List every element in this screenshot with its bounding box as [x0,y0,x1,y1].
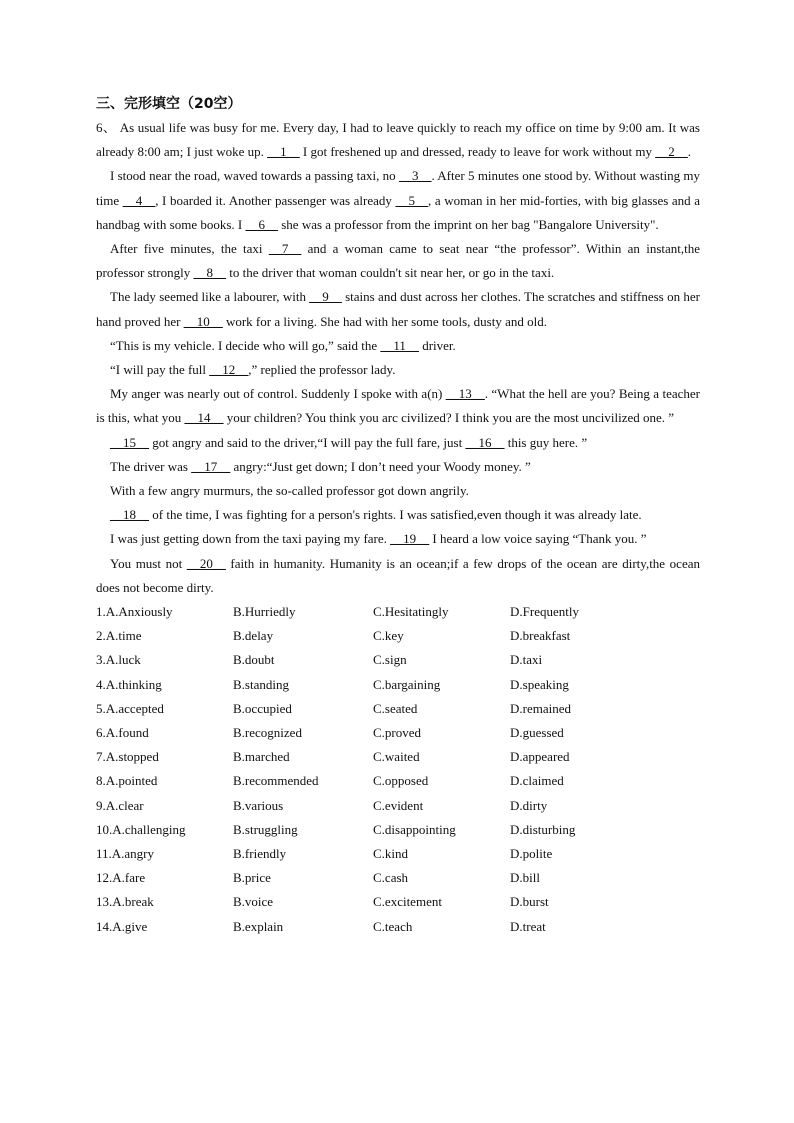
option-9-a: 9.A.clear [96,797,144,813]
passage-text: this guy here. ” [504,434,588,450]
passage-text: . After 5 minutes one stood by. Without wasting my time [96,168,701,208]
passage-text: got angry and said to the driver,“I will pay the full fare, just [149,434,466,450]
option-5-a: 5.A.accepted [96,700,164,716]
option-12-b: B.price [233,870,271,886]
paragraph-p12 [96,527,700,551]
option-7-a: 7.A.stopped [96,749,159,765]
option-5-d: D.remained [510,700,572,716]
option-4-a: 4.A.thinking [96,676,162,692]
passage-text: I stood near the road, waved towards a passing taxi, no [110,168,399,184]
passage-text: of the time, I was fighting for a person's rights. I was satisfied,even though it was already late. [149,507,642,523]
option-1-c: C.Hesitatingly [373,604,449,620]
paragraph-p9 [96,455,700,479]
blank-6: __6__ [245,216,278,232]
option-row-4 [96,673,700,697]
passage-text: The lady seemed like a labourer, with [110,289,310,305]
option-1-d: D.Frequently [510,604,579,620]
option-10-d: D.disturbing [510,821,576,837]
passage-text: I got freshened up and dressed, ready to leave for work without my [299,144,656,160]
option-row-12 [96,866,700,890]
blank-3: __3__ [398,168,432,184]
blank-9: __9__ [309,289,342,305]
blank-19: __19__ [390,531,430,547]
option-3-c: C.sign [373,652,407,668]
option-1-a: 1.A.Anxiously [96,604,173,620]
blank-5: __5__ [395,192,428,208]
option-11-b: B.friendly [233,845,287,861]
paragraph-p2 [96,164,700,237]
option-11-c: C.kind [373,845,409,861]
option-10-c: C.disappointing [373,821,456,837]
passage-text: . “What the hell are you? Being a teacher is this, what you [96,386,701,426]
passage-text: . [687,144,691,160]
option-4-d: D.speaking [510,676,569,692]
blank-17: __17__ [191,458,231,474]
option-4-b: B.standing [233,676,289,692]
option-row-14 [96,915,700,939]
section-title: 三、完形填空（20空） [96,96,242,112]
option-8-c: C.opposed [373,773,429,789]
option-12-a: 12.A.fare [96,870,146,886]
passage-text: and a woman came to seat near “the professor”. Within an instant,the professor strongly [96,241,700,281]
option-9-c: C.evident [373,797,424,813]
option-7-c: C.waited [373,749,420,765]
option-row-11 [96,842,700,866]
passage-text: After five minutes, the taxi [110,241,269,257]
option-5-b: B.occupied [233,700,292,716]
paragraph-p11 [96,503,700,527]
paragraph-p4 [96,285,700,333]
passage-text: , a woman in her mid-forties, with big glasses and a handbag with some books. I [96,192,701,232]
option-3-a: 3.A.luck [96,652,141,668]
passage-text: angry:“Just get down; I don’t need your Woody money. ” [230,458,531,474]
passage-text: I heard a low voice saying “Thank you. ” [429,531,647,547]
option-14-d: D.treat [510,918,546,934]
option-6-d: D.guessed [510,725,564,740]
passage-text: ,” replied the professor lady. [248,362,396,378]
option-2-c: C.key [373,628,404,644]
option-row-8 [96,769,700,793]
blank-1: __1__ [267,144,300,160]
option-11-a: 11.A.angry [96,845,155,861]
blank-11: __11__ [380,337,419,353]
passage-text: “This is my vehicle. I decide who will go,” said the [110,337,381,353]
paragraph-p10 [96,479,700,503]
option-row-3 [96,648,700,672]
option-1-b: B.Hurriedly [233,604,296,620]
option-3-b: B.doubt [233,652,275,668]
paragraph-p13 [96,552,700,600]
option-8-d: D.claimed [510,773,564,789]
option-row-7 [96,745,700,769]
option-6-a: 6.A.found [96,725,149,740]
option-4-c: C.bargaining [373,676,441,692]
option-row-13 [96,890,700,914]
blank-12: __12__ [209,362,249,378]
option-5-c: C.seated [373,700,418,716]
option-13-d: D.burst [510,894,549,910]
option-8-a: 8.A.pointed [96,773,158,789]
option-6-c: C.proved [373,725,422,740]
paragraph-p3 [96,237,700,285]
blank-14: __14__ [184,410,224,426]
cloze-passage [96,116,700,600]
option-9-d: D.dirty [510,797,548,813]
option-6-b: B.recognized [233,725,302,740]
option-row-6 [96,721,700,745]
option-13-a: 13.A.break [96,894,154,910]
option-row-5 [96,697,700,721]
option-10-b: B.struggling [233,821,298,837]
passage-text: You must not [110,555,187,571]
blank-18: __18__ [110,507,149,523]
blank-2: __2__ [655,144,688,160]
option-14-c: C.teach [373,918,413,934]
passage-text: With a few angry murmurs, the so-called professor got down angrily. [110,483,469,499]
paragraph-p7 [96,382,700,430]
paragraph-p5 [96,334,700,358]
option-2-b: B.delay [233,628,274,644]
paragraph-p1 [96,116,700,164]
blank-7: __7__ [268,241,302,257]
passage-text: driver. [418,337,456,353]
option-13-b: B.voice [233,894,274,910]
passage-text: to the driver that woman couldn't sit near her, or go in the taxi. [226,265,555,281]
option-row-10 [96,818,700,842]
option-3-d: D.taxi [510,652,543,668]
option-8-b: B.recommended [233,773,319,789]
blank-10: __10__ [183,313,223,329]
blank-15: __15__ [110,434,149,450]
blank-13: __13__ [445,386,485,402]
document-page [96,92,700,939]
option-row-1 [96,600,700,624]
option-14-b: B.explain [233,918,284,934]
option-row-9 [96,794,700,818]
answer-options [96,600,700,939]
passage-text: I was just getting down from the taxi paying my fare. [110,531,391,547]
paragraph-p6 [96,358,700,382]
option-12-c: C.cash [373,870,409,886]
passage-text: My anger was nearly out of control. Suddenly I spoke with a(n) [110,386,446,402]
option-9-b: B.various [233,797,284,813]
blank-16: __16__ [465,434,505,450]
option-11-d: D.polite [510,845,553,861]
passage-text: “I will pay the full [110,362,210,378]
option-2-d: D.breakfast [510,628,571,644]
option-2-a: 2.A.time [96,628,142,644]
option-row-2 [96,624,700,648]
passage-text: work for a living. She had with her some tools, dusty and old. [222,313,547,329]
passage-text: faith in humanity. Humanity is an ocean;if a few drops of the ocean are dirty,the ocean does not become dirty. [96,555,700,595]
passage-text: 6、 As usual life was busy for me. Every day, I had to leave quickly to reach my office on time by 9:00 am. It was already 8:00 am; I just woke up. [96,120,700,160]
passage-text: your children? You think you arc civilized? I think you are the most uncivilized one. ” [223,410,675,426]
blank-8: __8__ [193,265,226,281]
blank-20: __20__ [186,555,226,571]
option-7-b: B.marched [233,749,290,765]
option-12-d: D.bill [510,870,540,886]
passage-text: , I boarded it. Another passenger was already [155,192,396,208]
option-7-d: D.appeared [510,749,570,765]
passage-text: stains and dust across her clothes. The scratches and stiffness on her hand proved her [96,289,700,329]
option-13-c: C.excitement [373,894,442,910]
option-10-a: 10.A.challenging [96,821,186,837]
passage-text: The driver was [110,458,192,474]
passage-text: she was a professor from the imprint on her bag "Bangalore University". [277,216,659,232]
paragraph-p8 [96,431,700,455]
blank-4: __4__ [122,192,156,208]
option-14-a: 14.A.give [96,918,148,934]
